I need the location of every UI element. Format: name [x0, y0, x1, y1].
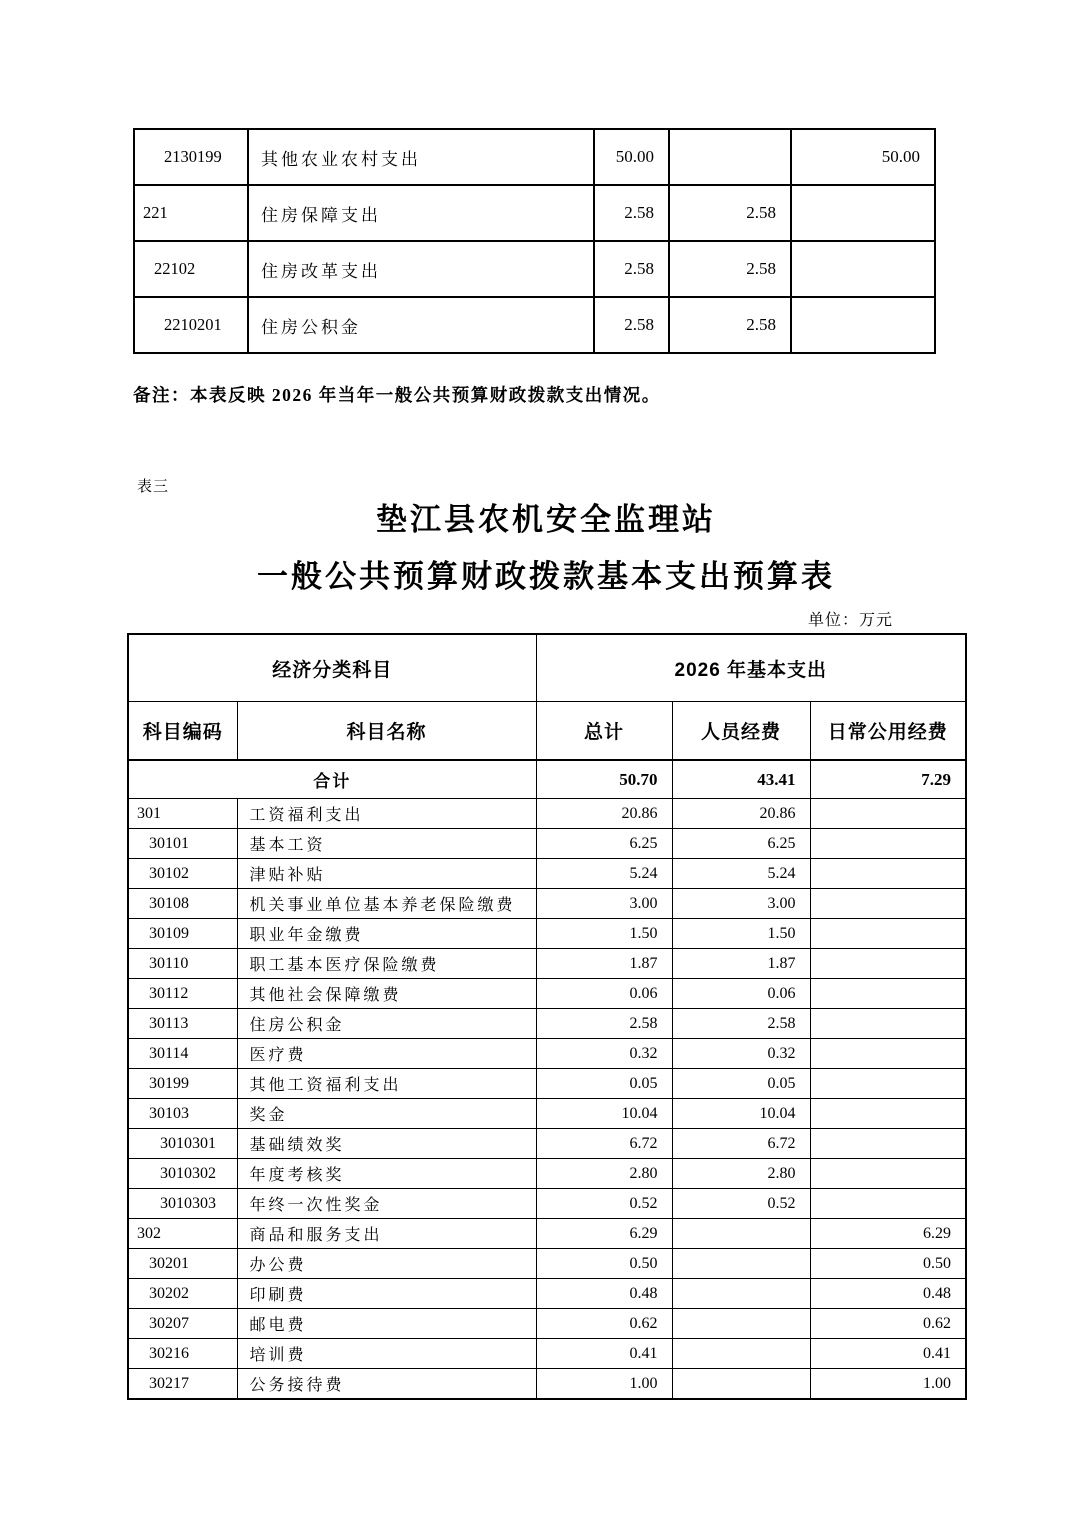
code-cell: 302	[128, 1219, 237, 1249]
code-cell: 30112	[128, 979, 237, 1009]
code-cell: 30102	[128, 859, 237, 889]
table-row	[128, 1099, 966, 1129]
daily-cell	[810, 1099, 966, 1129]
code-cell: 30109	[128, 919, 237, 949]
daily-cell: 0.48	[810, 1279, 966, 1309]
header-economic-classification: 经济分类科目	[128, 634, 536, 702]
daily-cell	[810, 1009, 966, 1039]
table-row	[128, 889, 966, 919]
code-cell: 221	[134, 185, 248, 241]
daily-cell	[810, 1189, 966, 1219]
daily-cell	[810, 919, 966, 949]
personnel-cell: 1.87	[672, 949, 810, 979]
total-cell: 2.58	[594, 241, 669, 297]
basic-expenditure-budget-table	[127, 633, 967, 1400]
table-row	[128, 1339, 966, 1369]
code-cell: 3010303	[128, 1189, 237, 1219]
total-cell: 0.62	[536, 1309, 672, 1339]
name-cell: 住房保障支出	[248, 185, 594, 241]
header-subject-code: 科目编码	[128, 702, 237, 761]
daily-cell: 50.00	[791, 129, 935, 185]
personnel-cell: 2.58	[669, 185, 791, 241]
code-cell: 30113	[128, 1009, 237, 1039]
daily-cell: 0.62	[810, 1309, 966, 1339]
total-cell: 0.48	[536, 1279, 672, 1309]
personnel-cell: 6.72	[672, 1129, 810, 1159]
code-cell: 30207	[128, 1309, 237, 1339]
daily-cell	[810, 979, 966, 1009]
header-2026-basic-expenditure: 2026 年基本支出	[536, 634, 966, 702]
table-row	[128, 1369, 966, 1400]
total-cell: 1.00	[536, 1369, 672, 1400]
name-cell: 住房公积金	[248, 297, 594, 353]
daily-cell	[810, 859, 966, 889]
total-cell: 1.87	[536, 949, 672, 979]
name-cell: 职工基本医疗保险缴费	[237, 949, 536, 979]
total-cell: 3.00	[536, 889, 672, 919]
table-row	[128, 1009, 966, 1039]
table-row	[128, 829, 966, 859]
total-cell: 10.04	[536, 1099, 672, 1129]
organization-title: 垫江县农机安全监理站	[376, 502, 716, 537]
code-cell: 30201	[128, 1249, 237, 1279]
name-cell: 培训费	[237, 1339, 536, 1369]
daily-cell	[810, 889, 966, 919]
code-cell: 2130199	[134, 129, 248, 185]
header-row-group	[128, 634, 966, 702]
table-row	[128, 919, 966, 949]
header-personnel-expense: 人员经费	[672, 702, 810, 761]
code-cell: 301	[128, 799, 237, 829]
table-row	[128, 799, 966, 829]
table-row	[128, 1189, 966, 1219]
total-cell: 1.50	[536, 919, 672, 949]
code-cell: 30217	[128, 1369, 237, 1400]
total-cell: 2.80	[536, 1159, 672, 1189]
table-row	[128, 1129, 966, 1159]
daily-cell	[810, 799, 966, 829]
name-cell: 公务接待费	[237, 1369, 536, 1400]
personnel-cell: 0.05	[672, 1069, 810, 1099]
personnel-cell: 2.80	[672, 1159, 810, 1189]
table-row	[128, 1069, 966, 1099]
total-cell: 0.05	[536, 1069, 672, 1099]
name-cell: 其他社会保障缴费	[237, 979, 536, 1009]
total-cell: 0.50	[536, 1249, 672, 1279]
table-row	[128, 859, 966, 889]
name-cell: 基本工资	[237, 829, 536, 859]
total-cell: 0.41	[536, 1339, 672, 1369]
daily-cell: 0.41	[810, 1339, 966, 1369]
total-cell: 50.00	[594, 129, 669, 185]
name-cell: 年终一次性奖金	[237, 1189, 536, 1219]
personnel-cell	[672, 1309, 810, 1339]
code-cell: 30202	[128, 1279, 237, 1309]
name-cell: 职业年金缴费	[237, 919, 536, 949]
personnel-cell: 2.58	[669, 241, 791, 297]
personnel-cell	[672, 1249, 810, 1279]
table-row	[128, 949, 966, 979]
total-cell: 0.06	[536, 979, 672, 1009]
name-cell: 基础绩效奖	[237, 1129, 536, 1159]
personnel-cell: 0.32	[672, 1039, 810, 1069]
table-row	[128, 1309, 966, 1339]
daily-cell	[810, 1129, 966, 1159]
total-sum-cell: 50.70	[536, 760, 672, 799]
code-cell: 30114	[128, 1039, 237, 1069]
unit-label: 单位：万元	[807, 612, 893, 629]
daily-cell	[810, 1159, 966, 1189]
total-cell: 6.72	[536, 1129, 672, 1159]
code-cell: 30216	[128, 1339, 237, 1369]
code-cell: 3010302	[128, 1159, 237, 1189]
table-row	[128, 1039, 966, 1069]
table3-label: 表三	[137, 479, 170, 495]
total-cell: 5.24	[536, 859, 672, 889]
personnel-cell	[672, 1219, 810, 1249]
personnel-cell	[672, 1369, 810, 1400]
daily-cell	[810, 949, 966, 979]
code-cell: 30103	[128, 1099, 237, 1129]
personnel-cell: 5.24	[672, 859, 810, 889]
name-cell: 年度考核奖	[237, 1159, 536, 1189]
name-cell: 住房改革支出	[248, 241, 594, 297]
total-cell: 0.52	[536, 1189, 672, 1219]
name-cell: 住房公积金	[237, 1009, 536, 1039]
total-daily-cell: 7.29	[810, 760, 966, 799]
header-row-columns	[128, 702, 966, 761]
table-note: 备注：本表反映 2026 年当年一般公共预算财政拨款支出情况。	[133, 384, 661, 405]
table-row	[128, 1279, 966, 1309]
code-cell: 3010301	[128, 1129, 237, 1159]
code-cell: 30101	[128, 829, 237, 859]
table-row	[134, 185, 935, 241]
daily-cell	[810, 1069, 966, 1099]
daily-cell	[810, 829, 966, 859]
code-cell: 30199	[128, 1069, 237, 1099]
code-cell: 30108	[128, 889, 237, 919]
total-cell: 2.58	[594, 185, 669, 241]
header-daily-public-expense: 日常公用经费	[810, 702, 966, 761]
name-cell: 津贴补贴	[237, 859, 536, 889]
prev-page-expenditure-table	[133, 128, 936, 354]
name-cell: 印刷费	[237, 1279, 536, 1309]
total-row	[128, 760, 966, 799]
table-title: 一般公共预算财政拨款基本支出预算表	[257, 559, 835, 594]
name-cell: 商品和服务支出	[237, 1219, 536, 1249]
name-cell: 办公费	[237, 1249, 536, 1279]
name-cell: 医疗费	[237, 1039, 536, 1069]
personnel-cell: 20.86	[672, 799, 810, 829]
table-row	[134, 129, 935, 185]
daily-cell	[791, 185, 935, 241]
name-cell: 其他工资福利支出	[237, 1069, 536, 1099]
total-label: 合计	[128, 760, 536, 799]
total-personnel-cell: 43.41	[672, 760, 810, 799]
table-row	[128, 1219, 966, 1249]
personnel-cell	[672, 1279, 810, 1309]
daily-cell	[791, 297, 935, 353]
personnel-cell: 3.00	[672, 889, 810, 919]
personnel-cell: 0.06	[672, 979, 810, 1009]
table-header	[128, 634, 966, 760]
total-cell: 0.32	[536, 1039, 672, 1069]
daily-cell	[791, 241, 935, 297]
code-cell: 22102	[134, 241, 248, 297]
personnel-cell: 2.58	[672, 1009, 810, 1039]
table-row	[134, 297, 935, 353]
daily-cell: 6.29	[810, 1219, 966, 1249]
daily-cell: 0.50	[810, 1249, 966, 1279]
name-cell: 奖金	[237, 1099, 536, 1129]
total-cell: 2.58	[536, 1009, 672, 1039]
personnel-cell: 0.52	[672, 1189, 810, 1219]
total-cell: 6.29	[536, 1219, 672, 1249]
personnel-cell: 10.04	[672, 1099, 810, 1129]
total-cell: 20.86	[536, 799, 672, 829]
header-total: 总计	[536, 702, 672, 761]
personnel-cell: 6.25	[672, 829, 810, 859]
personnel-cell	[669, 129, 791, 185]
name-cell: 其他农业农村支出	[248, 129, 594, 185]
total-cell: 2.58	[594, 297, 669, 353]
name-cell: 工资福利支出	[237, 799, 536, 829]
table-row	[128, 1159, 966, 1189]
personnel-cell: 2.58	[669, 297, 791, 353]
code-cell: 2210201	[134, 297, 248, 353]
personnel-cell	[672, 1339, 810, 1369]
table-row	[128, 1249, 966, 1279]
code-cell: 30110	[128, 949, 237, 979]
header-subject-name: 科目名称	[237, 702, 536, 761]
table-row	[134, 241, 935, 297]
total-cell: 6.25	[536, 829, 672, 859]
name-cell: 机关事业单位基本养老保险缴费	[237, 889, 536, 919]
name-cell: 邮电费	[237, 1309, 536, 1339]
daily-cell	[810, 1039, 966, 1069]
daily-cell: 1.00	[810, 1369, 966, 1400]
table-row	[128, 979, 966, 1009]
personnel-cell: 1.50	[672, 919, 810, 949]
